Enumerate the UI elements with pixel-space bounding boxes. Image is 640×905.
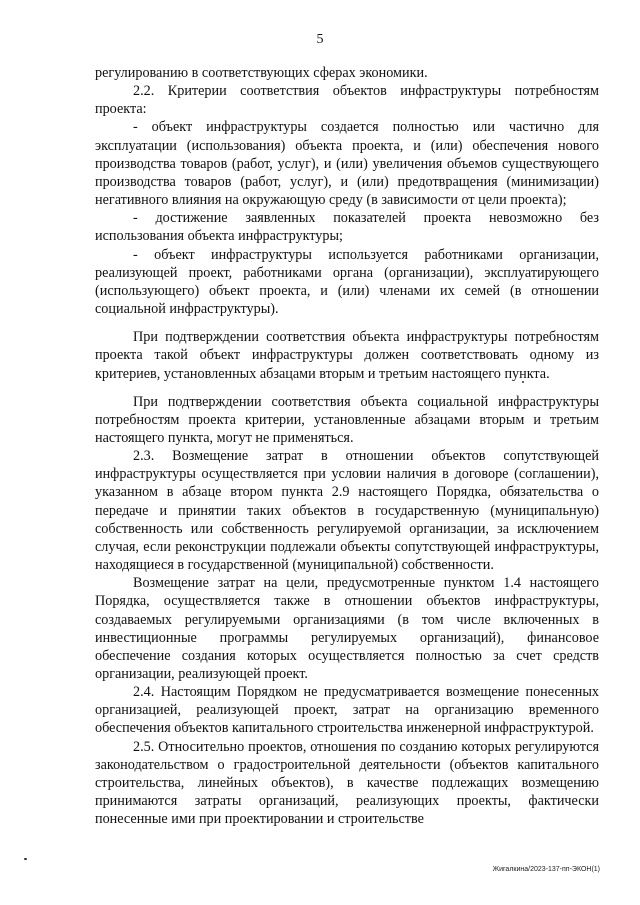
paragraph-cost-reimbursement: Возмещение затрат на цели, предусмотренные пунктом 1.4 настоящего Порядка, осуществляется также в отношении объектов инфраструктуры, создаваемых регулируемыми организациями (в том числе включенных в инвестиционные программы регулируемых организаций), финансовое обеспечение создания которых осуществляется полностью за счет средств организации, реализующей проект. [95,575,599,682]
criterion-item-2: - достижение заявленных показателей проекта невозможно без использования объекта инфраструктуры; [95,210,599,245]
paragraph-continuation: регулированию в соответствующих сферах экономики. [95,65,428,81]
paragraph-2-2-heading: 2.2. Критерии соответствия объектов инфраструктуры потребностям проекта: [95,83,599,118]
page-number: 5 [316,32,324,47]
paragraph-2-3: 2.3. Возмещение затрат в отношении объектов сопутствующей инфраструктуры осуществляется при условии наличия в договоре (соглашении), указанном в абзаце втором пункта 2.9 настоящего Порядка, обязательства о передаче и принятии таких объектов в государственную (муниципальную) собственность или собственность регулируемой организации, за исключением случая, если реконструкции подлежали объекты сопутствующей инфраструктуры, находящиеся в государственной (муниципальной) собственности. [95,448,599,574]
criterion-item-1: - объект инфраструктуры создается полностью или частично для эксплуатации (использования) объекта проекта, и (или) обеспечения нового производства товаров (работ, услуг), и (или) увеличения объемов существующего производства товаров (работ, услуг), и (или) предотвращения (минимизации) негативного влияния на окружающую среду (в зависимости от цели проекта); [95,119,599,209]
scan-speck [24,858,27,860]
paragraph-confirmation: При подтверждении соответствия объекта инфраструктуры потребностям проекта такой объект инфраструктуры должен соответствовать одному из критериев, установленных абзацами вторым и третьим настоящего пункта. [95,329,599,382]
footer-document-reference: Жигалкина/2023-137-пп-ЭКОН(1) [492,866,600,873]
paragraph-2-5: 2.5. Относительно проектов, отношения по созданию которых регулируются законодательством о градостроительной деятельности (объектов капитального строительства, линейных объектов), в качестве подлежащих возмещению принимаются затраты организаций, реализующих проекты, фактически понесенные ими при проектировании и строительстве [95,738,599,828]
paragraph-2-4: 2.4. Настоящим Порядком не предусматривается возмещение понесенных организацией, реализующей проект, затрат на организацию временного обеспечения объектов капитального строительства инженерной инфраструктурой. [95,684,599,737]
scan-speck [522,381,524,383]
paragraph-social-infrastructure: При подтверждении соответствия объекта социальной инфраструктуры потребностям проекта критерии, установленные абзацами вторым и третьим настоящего пункта, могут не применяться. [95,393,599,446]
criterion-item-3: - объект инфраструктуры используется работниками организации, реализующей проект, работниками органа (организации), эксплуатирующего (использующего) объект проекта, и (или) членами их семей (в отношении социальной инфраструктуры). [95,246,599,318]
document-body [95,64,599,828]
